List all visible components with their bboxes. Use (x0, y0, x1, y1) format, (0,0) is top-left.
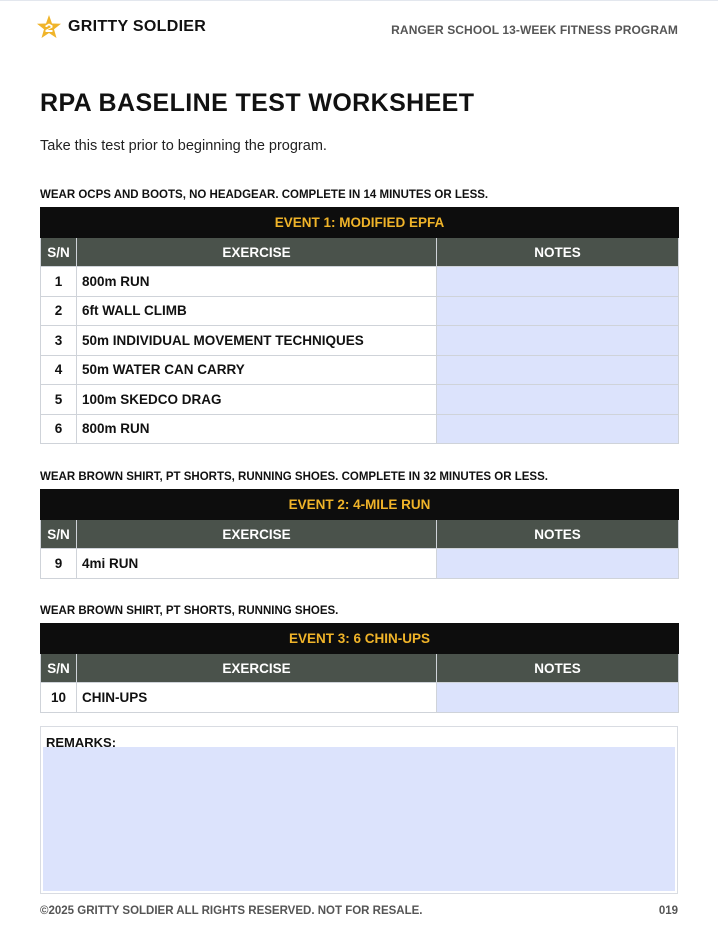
notes-field[interactable] (437, 385, 679, 415)
event-1-instruction: WEAR OCPS AND BOOTS, NO HEADGEAR. COMPLETE IN 14 MINUTES OR LESS. (40, 189, 489, 201)
table-row (41, 267, 679, 297)
sn-column-header: S/N (41, 238, 77, 267)
remarks-field[interactable] (43, 747, 675, 891)
table-row (41, 683, 679, 713)
notes-field[interactable] (437, 326, 679, 356)
sn-column-header: S/N (41, 654, 77, 683)
brand-name: GRITTY SOLDIER (68, 18, 207, 35)
event-3-table (40, 623, 679, 713)
event-2-instruction: WEAR BROWN SHIRT, PT SHORTS, RUNNING SHOES. COMPLETE IN 32 MINUTES OR LESS. (40, 471, 548, 483)
star-logo-icon (36, 14, 62, 40)
row-exercise: 800m RUN (77, 267, 437, 297)
row-sn: 4 (41, 355, 77, 385)
exercise-column-header: EXERCISE (77, 654, 437, 683)
exercise-column-header: EXERCISE (77, 520, 437, 549)
table-row (41, 355, 679, 385)
notes-column-header: NOTES (437, 654, 679, 683)
row-sn: 5 (41, 385, 77, 415)
notes-field[interactable] (437, 414, 679, 444)
notes-field[interactable] (437, 355, 679, 385)
sn-column-header: S/N (41, 520, 77, 549)
remarks-box (40, 726, 678, 894)
program-title: RANGER SCHOOL 13-WEEK FITNESS PROGRAM (391, 23, 678, 37)
row-exercise: 100m SKEDCO DRAG (77, 385, 437, 415)
notes-field[interactable] (437, 683, 679, 713)
table-row (41, 549, 679, 579)
row-exercise: 800m RUN (77, 414, 437, 444)
row-exercise: CHIN-UPS (77, 683, 437, 713)
row-sn: 3 (41, 326, 77, 356)
row-exercise: 50m INDIVIDUAL MOVEMENT TECHNIQUES (77, 326, 437, 356)
event-1-title: EVENT 1: MODIFIED EPFA (41, 208, 679, 238)
notes-field[interactable] (437, 296, 679, 326)
event-2-table (40, 489, 679, 579)
table-row (41, 296, 679, 326)
row-exercise: 6ft WALL CLIMB (77, 296, 437, 326)
notes-column-header: NOTES (437, 238, 679, 267)
page-title: RPA BASELINE TEST WORKSHEET (40, 89, 475, 117)
page-number: 019 (658, 905, 678, 917)
remarks-label: REMARKS: (46, 735, 117, 750)
row-exercise: 4mi RUN (77, 549, 437, 579)
table-row (41, 385, 679, 415)
event-2-title: EVENT 2: 4-MILE RUN (41, 490, 679, 520)
row-sn: 2 (41, 296, 77, 326)
row-exercise: 50m WATER CAN CARRY (77, 355, 437, 385)
exercise-column-header: EXERCISE (77, 238, 437, 267)
table-row (41, 326, 679, 356)
notes-column-header: NOTES (437, 520, 679, 549)
intro-text: Take this test prior to beginning the program. (40, 138, 327, 154)
footer-copyright: ©2025 GRITTY SOLDIER ALL RIGHTS RESERVED. NOT FOR RESALE. (40, 905, 423, 917)
brand (36, 14, 206, 40)
row-sn: 10 (41, 683, 77, 713)
event-3-instruction: WEAR BROWN SHIRT, PT SHORTS, RUNNING SHOES. (40, 605, 339, 617)
table-row (41, 414, 679, 444)
row-sn: 1 (41, 267, 77, 297)
notes-field[interactable] (437, 267, 679, 297)
event-3-title: EVENT 3: 6 CHIN-UPS (41, 624, 679, 654)
row-sn: 6 (41, 414, 77, 444)
event-1-table (40, 207, 679, 444)
row-sn: 9 (41, 549, 77, 579)
notes-field[interactable] (437, 549, 679, 579)
